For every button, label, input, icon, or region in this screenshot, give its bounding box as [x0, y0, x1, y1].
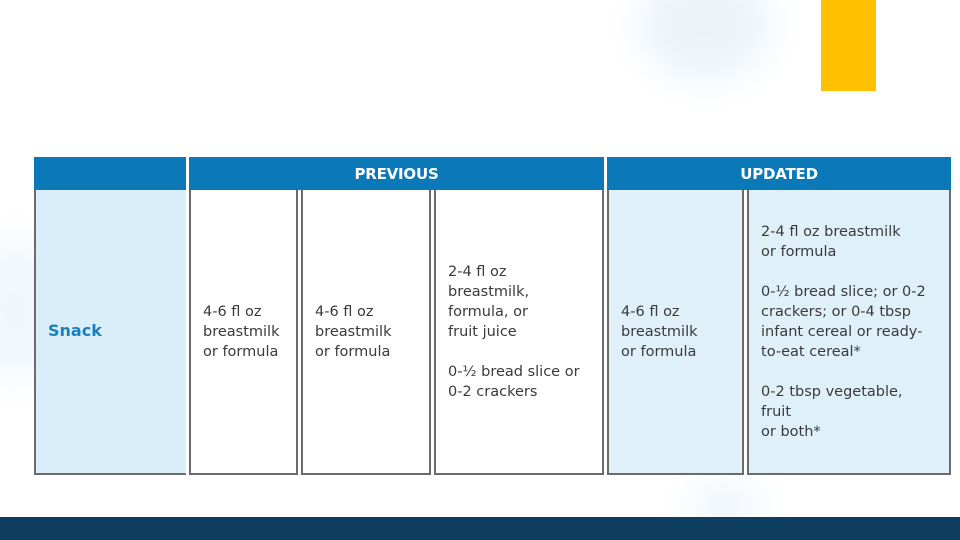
- updated-cell-2: [747, 190, 951, 475]
- header-row: [34, 157, 951, 190]
- footer-bar: [0, 517, 960, 540]
- previous-cell-3: [434, 190, 604, 475]
- updated-cell-1: [607, 190, 744, 475]
- accent-bar: [821, 0, 876, 91]
- header-updated: UPDATED: [607, 157, 951, 190]
- row-label: Snack: [48, 321, 102, 340]
- previous-cell-1: [189, 190, 298, 475]
- snack-comparison-table: [31, 157, 954, 475]
- cell-text: 2-4 fl oz breastmilk, formula, or fruit juice: [448, 263, 530, 340]
- header-blank-cell: [34, 157, 186, 190]
- header-previous: PREVIOUS: [189, 157, 604, 190]
- table-row-snack: [34, 190, 951, 475]
- cell-text: 4-6 fl oz breastmilk or formula: [203, 303, 280, 360]
- previous-cell-2: [301, 190, 431, 475]
- cell-text: 0-2 tbsp vegetable, fruit or both*: [761, 383, 903, 440]
- cell-text: 0-½ bread slice; or 0-2 crackers; or 0-4 tbsp infant cereal or ready- to-eat cereal*: [761, 283, 926, 360]
- row-label-cell: [34, 190, 186, 475]
- decorative-blob: [640, 0, 770, 80]
- cell-text: 4-6 fl oz breastmilk or formula: [315, 303, 392, 360]
- cell-text: 2-4 fl oz breastmilk or formula: [761, 223, 901, 260]
- cell-text: 4-6 fl oz breastmilk or formula: [621, 303, 698, 360]
- cell-text: 0-½ bread slice or 0-2 crackers: [448, 363, 580, 400]
